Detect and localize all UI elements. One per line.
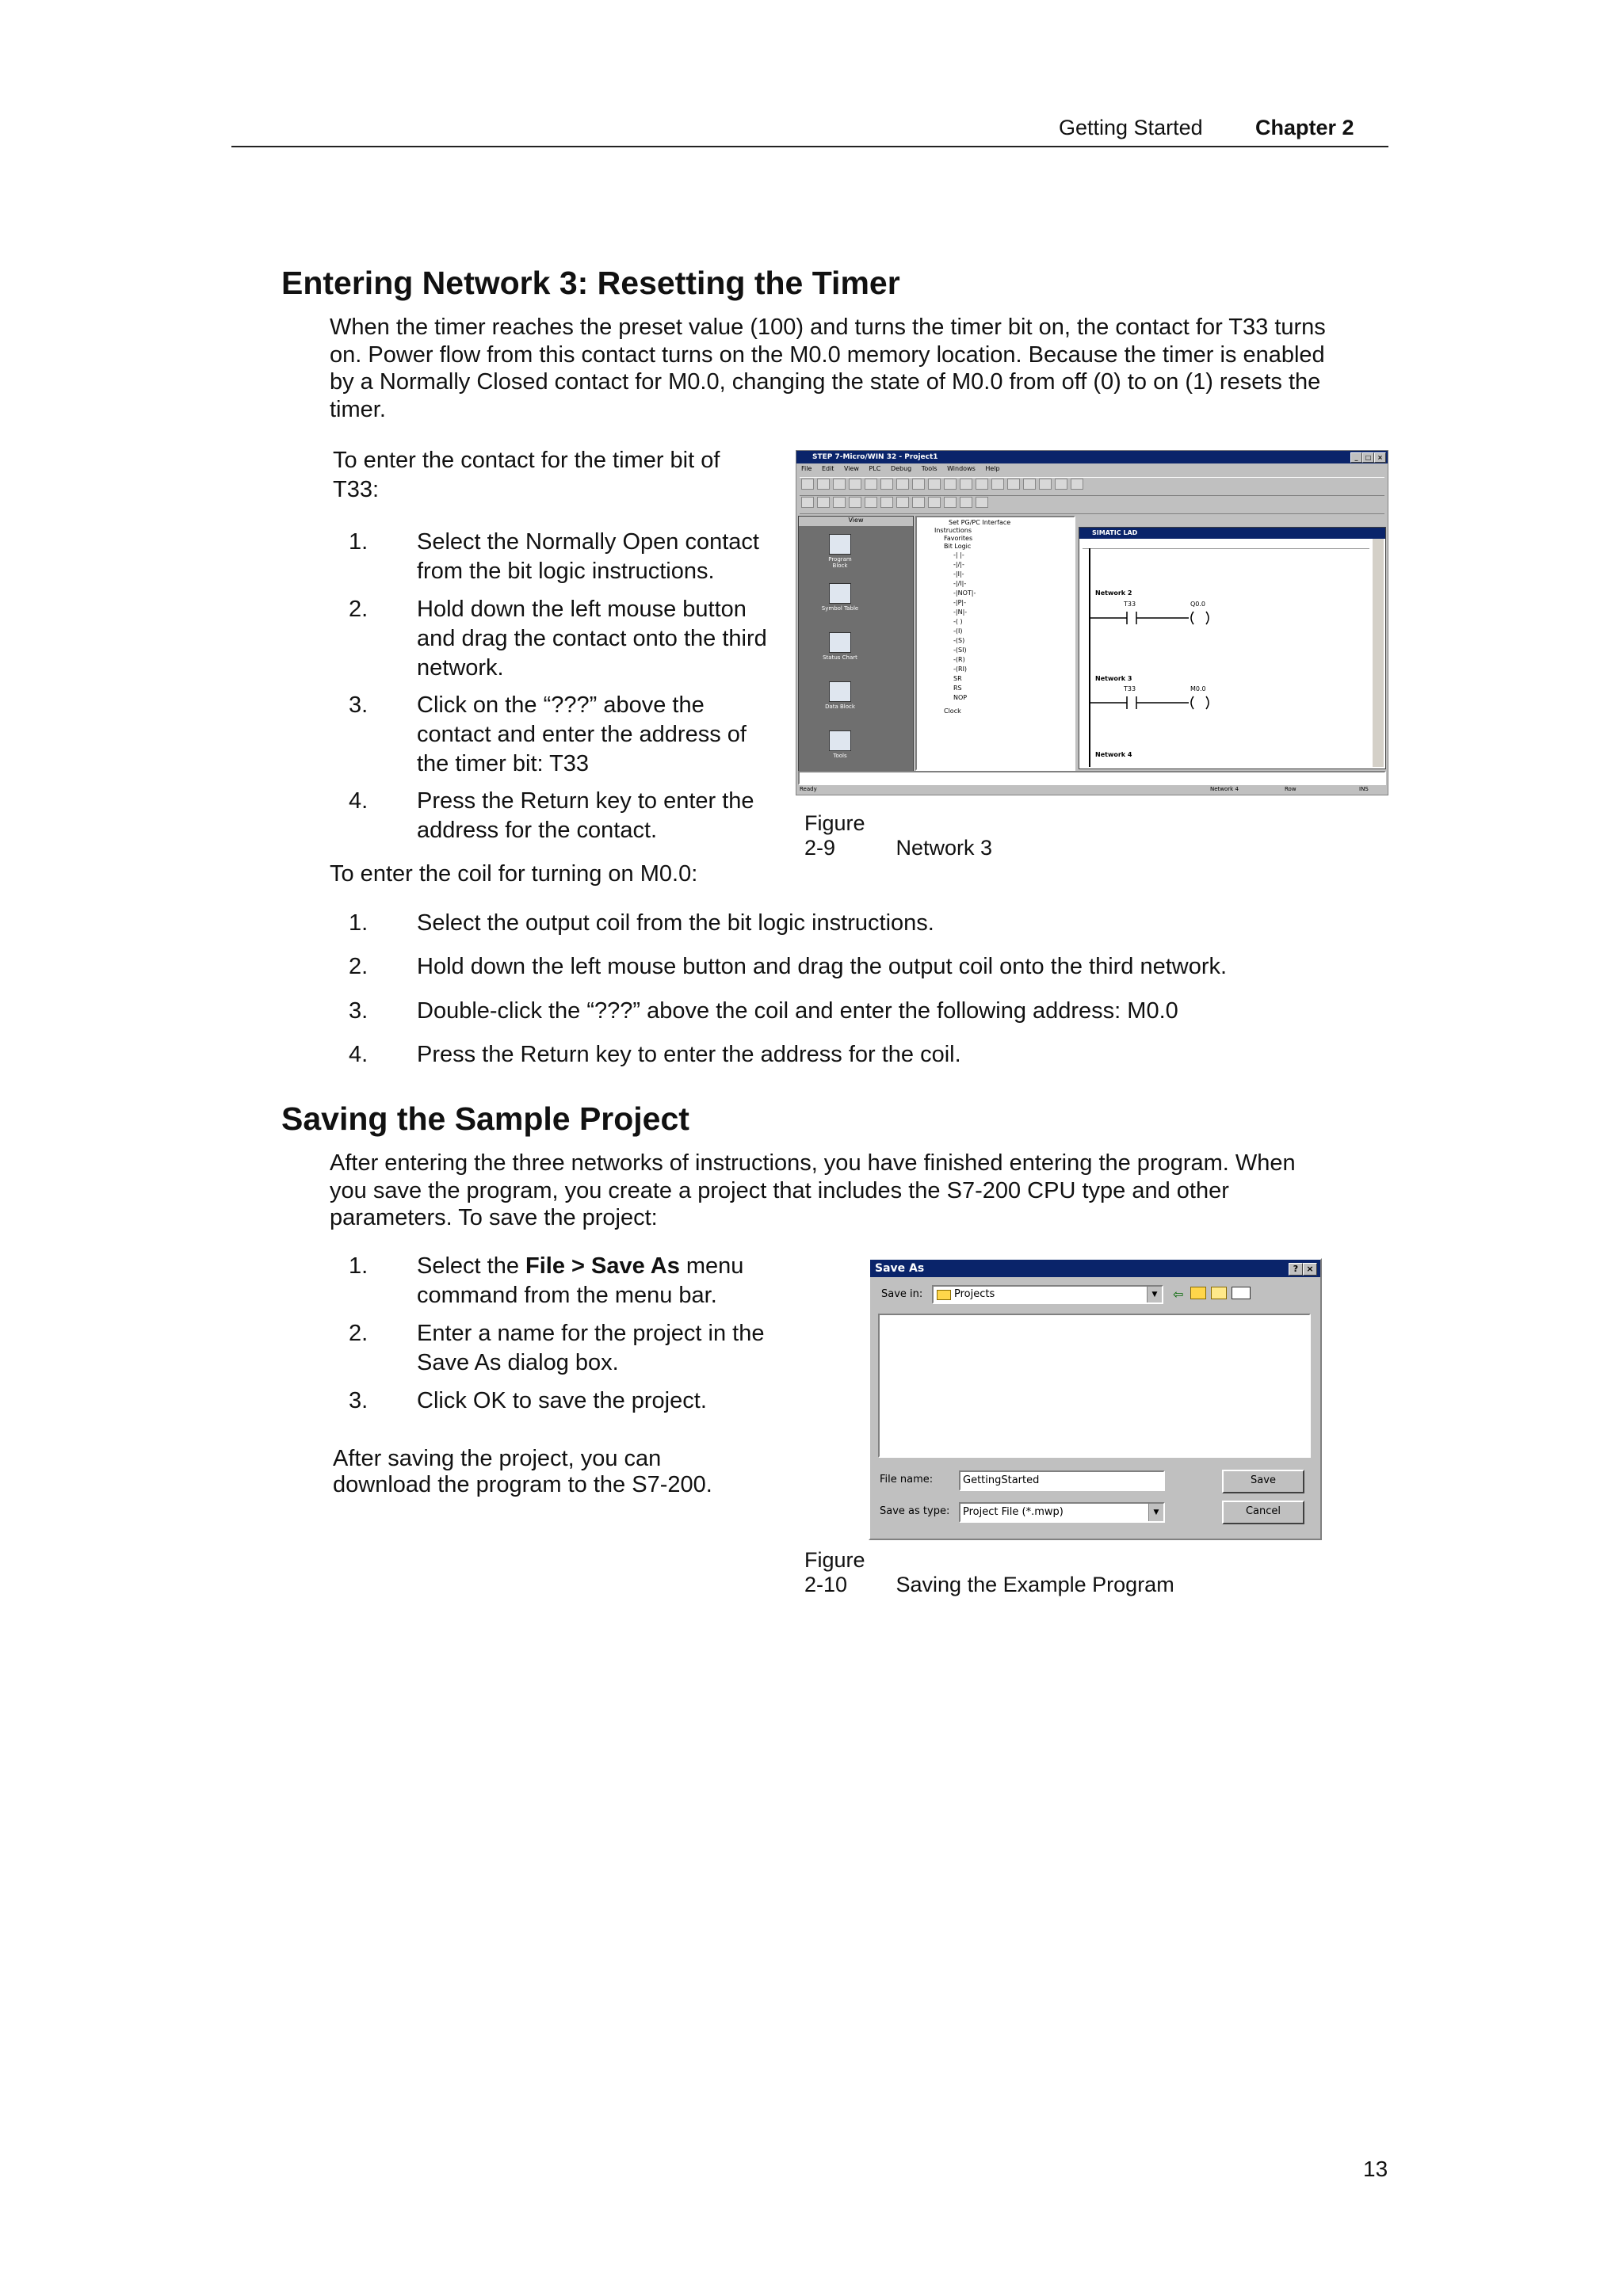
folder-icon xyxy=(937,1290,951,1300)
tree-item[interactable]: -|P|- xyxy=(953,599,966,606)
nav-label: Status Chart xyxy=(823,654,857,661)
caption-text: Saving the Example Program xyxy=(896,1573,1174,1596)
chevron-down-icon[interactable]: ▼ xyxy=(1147,1287,1162,1302)
lad-icon[interactable] xyxy=(833,497,846,508)
status-row: Row xyxy=(1285,786,1296,792)
figure-stepwin-screenshot xyxy=(796,450,1388,795)
coil-intro: To enter the coil for turning on M0.0: xyxy=(330,861,698,887)
lad-editor-window xyxy=(1079,527,1386,769)
menu-tools[interactable]: Tools xyxy=(921,465,938,472)
nav-label: Data Block xyxy=(825,704,855,710)
contact-address: T33 xyxy=(1124,601,1136,608)
intro-line: timer. xyxy=(330,396,386,422)
status-icon[interactable] xyxy=(1023,479,1036,490)
network-3-label: Network 3 xyxy=(1095,675,1132,682)
paste-icon[interactable] xyxy=(896,479,909,490)
contact-address: T33 xyxy=(1124,685,1136,692)
tree-item[interactable]: -( ) xyxy=(953,618,963,625)
nav-tools[interactable] xyxy=(821,730,859,759)
minimize-icon[interactable]: _ xyxy=(1350,452,1362,463)
upload-icon[interactable] xyxy=(944,479,957,490)
section1-intro xyxy=(330,314,1392,423)
power-rail xyxy=(1089,548,1090,767)
save-as-title: Save As xyxy=(875,1262,925,1275)
tree-item[interactable]: -|/|- xyxy=(953,561,964,568)
tree-item[interactable]: RS xyxy=(953,685,962,692)
menu-debug[interactable]: Debug xyxy=(890,465,912,472)
file-name-label: File name: xyxy=(880,1474,934,1486)
download-icon[interactable] xyxy=(960,479,972,490)
menu-help[interactable]: Help xyxy=(985,465,1000,472)
step-line: Select the Normally Open contact xyxy=(417,529,759,555)
page-number: 13 xyxy=(1363,2157,1388,2181)
up-folder-icon[interactable] xyxy=(1190,1287,1206,1299)
new-icon[interactable] xyxy=(801,479,814,490)
step-line: Hold down the left mouse button xyxy=(417,597,747,622)
back-icon[interactable]: ⇦ xyxy=(1173,1287,1184,1302)
status-bar xyxy=(798,784,1386,794)
toolbar-2 xyxy=(800,496,1384,514)
save-type-value: Project File (*.mwp) xyxy=(963,1506,1064,1518)
step-text xyxy=(417,691,747,779)
save-outro xyxy=(333,1446,712,1498)
caption-text: Network 3 xyxy=(896,836,993,860)
header-rule xyxy=(231,146,1388,147)
fbd-icon[interactable] xyxy=(865,497,877,508)
caption-number: Figure 2-10 xyxy=(804,1548,865,1596)
intro-line: you save the program, you create a project that includes the S7-200 CPU type and other xyxy=(330,1177,1229,1203)
section-title-network3: Entering Network 3: Resetting the Timer xyxy=(281,265,900,301)
intro-line: When the timer reaches the preset value (100) and turns the timer bit on, the contact for T33 turns xyxy=(330,315,1326,340)
running-header-chapter: Chapter 2 xyxy=(1255,116,1354,139)
save-in-select[interactable] xyxy=(932,1285,1163,1304)
step-text: Select the output coil from the bit logic instructions. xyxy=(417,910,934,936)
tree-item[interactable]: -(RI) xyxy=(953,666,968,673)
line-down-icon[interactable] xyxy=(944,497,957,508)
compile-icon[interactable] xyxy=(928,479,941,490)
step-number: 4. xyxy=(349,1042,369,1067)
outro-line: download the program to the S7-200. xyxy=(333,1472,712,1497)
step-line xyxy=(417,1252,743,1281)
program-block-icon xyxy=(829,534,851,555)
network-2-rung xyxy=(1089,608,1239,627)
save-type-select[interactable] xyxy=(959,1502,1165,1523)
step-number: 4. xyxy=(349,788,369,814)
run-icon[interactable] xyxy=(991,479,1004,490)
cancel-button[interactable]: Cancel xyxy=(1222,1501,1304,1524)
step-number: 1. xyxy=(349,529,369,555)
contact-icon[interactable] xyxy=(880,497,893,508)
step-line: address for the contact. xyxy=(417,818,658,843)
step-text xyxy=(417,787,754,845)
section-title-saving: Saving the Sample Project xyxy=(281,1100,689,1137)
new-folder-icon[interactable] xyxy=(1211,1287,1227,1299)
nav-program-block[interactable] xyxy=(821,534,859,569)
intro-line: parameters. To save the project: xyxy=(330,1205,658,1230)
close-icon[interactable]: × xyxy=(1374,452,1386,463)
figure-2-10-caption xyxy=(804,1548,1174,1597)
step-line: Save As dialog box. xyxy=(417,1350,619,1375)
coil-address: Q0.0 xyxy=(1190,601,1206,608)
step-line: Click on the “???” above the xyxy=(417,692,705,718)
contact-intro-line: To enter the contact for the timer bit of xyxy=(333,448,720,473)
tree-item[interactable]: -(S) xyxy=(953,637,965,644)
tree-item[interactable]: Bit Logic xyxy=(944,543,972,550)
tools-icon xyxy=(829,730,851,751)
sort-icon[interactable] xyxy=(976,479,988,490)
tree-item[interactable]: -|/I|- xyxy=(953,580,967,587)
tree-item[interactable]: Set PG/PC Interface xyxy=(949,519,1011,526)
save-in-value: Projects xyxy=(954,1288,995,1300)
view-menu-icon[interactable] xyxy=(1232,1287,1251,1299)
stepwin-menubar xyxy=(801,465,1008,472)
menu-plc[interactable]: PLC xyxy=(869,465,881,472)
step-text: Hold down the left mouse button and drag the output coil onto the third network. xyxy=(417,954,1228,979)
step-text-plain: Select the xyxy=(417,1253,526,1279)
step-number: 2. xyxy=(349,954,369,979)
coil-icon[interactable] xyxy=(896,497,909,508)
copy-icon[interactable] xyxy=(880,479,893,490)
help-icon[interactable]: ? xyxy=(1289,1263,1303,1276)
tree-item[interactable]: NOP xyxy=(953,694,968,701)
contact-intro-line: T33: xyxy=(333,477,380,502)
menu-view[interactable]: View xyxy=(843,465,859,472)
step-text xyxy=(417,595,767,683)
tree-item[interactable]: Instructions xyxy=(934,527,972,534)
nav-symbol-table[interactable] xyxy=(821,583,859,612)
chevron-down-icon[interactable]: ▼ xyxy=(1148,1504,1163,1521)
nav-label: Tools xyxy=(833,753,847,759)
save-icon[interactable] xyxy=(833,479,846,490)
status-ins: INS xyxy=(1359,786,1369,792)
step-line: the timer bit: T33 xyxy=(417,751,590,776)
network-insert-icon[interactable] xyxy=(801,497,814,508)
file-list[interactable] xyxy=(878,1314,1311,1458)
step-number: 1. xyxy=(349,1253,369,1279)
step-text: Press the Return key to enter the address for the coil. xyxy=(417,1042,961,1067)
step-line: Press the Return key to enter the xyxy=(417,788,754,814)
step-line: network. xyxy=(417,655,504,681)
nav-label: Symbol Table xyxy=(821,605,859,612)
step-text-plain: menu xyxy=(679,1253,744,1279)
save-as-titlebar xyxy=(870,1260,1320,1277)
tree-item[interactable]: SR xyxy=(953,675,962,682)
step-text xyxy=(417,1319,764,1378)
menu-file[interactable]: File xyxy=(801,465,812,472)
save-in-label: Save in: xyxy=(881,1288,923,1300)
step-text-bold: File > Save As xyxy=(525,1253,680,1279)
help-icon[interactable] xyxy=(1071,479,1083,490)
step-number: 2. xyxy=(349,1321,369,1346)
symbol-table-icon xyxy=(829,583,851,604)
save-type-label: Save as type: xyxy=(880,1505,950,1517)
tree-item[interactable]: -|N|- xyxy=(953,608,968,616)
menu-windows[interactable]: Windows xyxy=(947,465,976,472)
intro-line: After entering the three networks of instructions, you have finished entering the program. When xyxy=(330,1150,1296,1176)
network-4-label: Network 4 xyxy=(1095,751,1132,758)
tree-item[interactable]: -(R) xyxy=(953,656,965,663)
step-number: 3. xyxy=(349,998,369,1024)
maximize-icon[interactable]: □ xyxy=(1362,452,1374,463)
print-icon[interactable] xyxy=(849,479,861,490)
step-text: Click OK to save the project. xyxy=(417,1388,707,1413)
step-text xyxy=(417,1252,743,1310)
outro-line: After saving the project, you can xyxy=(333,1446,662,1471)
menu-edit[interactable]: Edit xyxy=(821,465,834,472)
step-number: 3. xyxy=(349,1388,369,1413)
tree-item[interactable]: -| |- xyxy=(953,551,964,559)
close-icon[interactable]: × xyxy=(1303,1263,1317,1276)
box-icon[interactable] xyxy=(912,497,925,508)
save-button[interactable]: Save xyxy=(1222,1470,1304,1493)
tree-item[interactable]: Clock xyxy=(944,707,961,715)
nav-data-block[interactable] xyxy=(821,681,859,710)
toolbar-1 xyxy=(800,477,1384,496)
navigation-bar xyxy=(798,516,914,772)
nav-status-chart[interactable] xyxy=(821,632,859,661)
caption-number: Figure 2-9 xyxy=(804,811,865,860)
network-delete-icon[interactable] xyxy=(817,497,830,508)
intro-line: on. Power flow from this contact turns on the M0.0 memory location. Because the timer is enabled xyxy=(330,341,1325,368)
trend-icon[interactable] xyxy=(1039,479,1052,490)
contact-intro xyxy=(333,446,720,505)
line-left-icon[interactable] xyxy=(960,497,972,508)
figure-2-9-caption xyxy=(804,811,992,860)
tree-item[interactable]: -(SI) xyxy=(953,646,967,654)
step-line: Enter a name for the project in the xyxy=(417,1321,765,1346)
stepwin-title: STEP 7-Micro/WIN 32 - Project1 xyxy=(812,453,938,461)
zoom-icon[interactable] xyxy=(1055,479,1067,490)
step-number: 3. xyxy=(349,692,369,718)
network-2-label: Network 2 xyxy=(1095,589,1132,597)
cut-icon[interactable] xyxy=(865,479,877,490)
data-block-icon xyxy=(829,681,851,702)
undo-icon[interactable] xyxy=(912,479,925,490)
step-text: Double-click the “???” above the coil and enter the following address: M0.0 xyxy=(417,998,1178,1024)
tree-item[interactable]: Favorites xyxy=(944,535,973,542)
step-number: 1. xyxy=(349,910,369,936)
output-window xyxy=(798,771,1386,785)
step-line: and drag the contact onto the third xyxy=(417,626,767,651)
lad-title: SIMATIC LAD xyxy=(1079,528,1385,539)
status-chart-icon xyxy=(829,632,851,653)
step-text xyxy=(417,528,759,586)
lad-ruler xyxy=(1083,542,1369,549)
file-name-input[interactable]: GettingStarted xyxy=(959,1470,1165,1491)
intro-line: by a Normally Closed contact for M0.0, changing the state of M0.0 from off (0) to on (1) resets the xyxy=(330,369,1321,395)
coil-address: M0.0 xyxy=(1190,685,1206,692)
instruction-tree xyxy=(915,516,1075,771)
line-up-icon[interactable] xyxy=(928,497,941,508)
step-line: command from the menu bar. xyxy=(417,1283,717,1308)
status-ready: Ready xyxy=(800,786,817,792)
figure-save-as-dialog xyxy=(869,1258,1322,1540)
lad-scrollbar[interactable] xyxy=(1373,539,1384,767)
nav-header: View xyxy=(799,517,913,526)
section2-intro xyxy=(330,1150,1392,1232)
network-3-rung xyxy=(1089,693,1239,712)
stop-icon[interactable] xyxy=(1007,479,1020,490)
step-number: 2. xyxy=(349,597,369,622)
status-network: Network 4 xyxy=(1210,786,1239,792)
tree-item[interactable]: -|NOT|- xyxy=(953,589,976,597)
step-line: contact and enter the address of xyxy=(417,722,747,747)
line-right-icon[interactable] xyxy=(976,497,988,508)
step-line: from the bit logic instructions. xyxy=(417,559,715,584)
tree-item[interactable]: -(I) xyxy=(953,627,963,635)
tree-item[interactable]: -|I|- xyxy=(953,570,964,578)
running-header-section: Getting Started xyxy=(1059,116,1203,139)
stepwin-titlebar xyxy=(796,451,1388,463)
nav-label: Program Block xyxy=(828,556,852,569)
stl-icon[interactable] xyxy=(849,497,861,508)
open-icon[interactable] xyxy=(817,479,830,490)
